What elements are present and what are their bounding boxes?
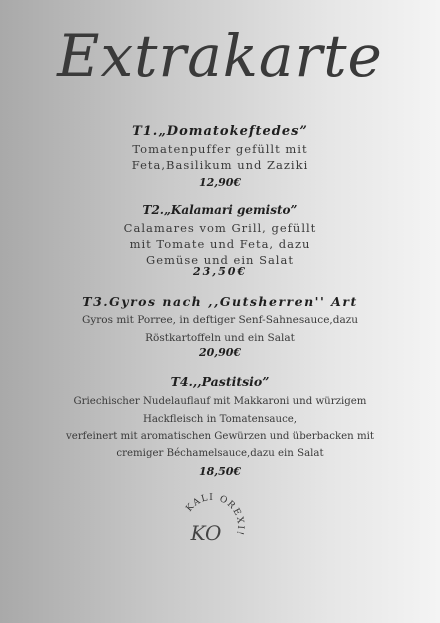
item-description-line: verfeinert mit aromatischen Gewürzen und überbacken mit xyxy=(66,431,374,442)
item-description-line: Röstkartoffeln und ein Salat xyxy=(145,332,295,344)
item-title: T1.„Domatokeftedes” xyxy=(132,124,308,139)
item-description-line: Griechischer Nudelauflauf mit Makkaroni und würzigem xyxy=(73,396,367,407)
item-price: 23,50€ xyxy=(192,265,248,278)
item-price: 18,50€ xyxy=(198,465,242,478)
item-price: 12,90€ xyxy=(198,176,242,189)
item-description-line: Gemüse und ein Salat xyxy=(146,253,294,267)
item-description-line: cremiger Béchamelsauce,dazu ein Salat xyxy=(116,448,324,459)
item-description-line: mit Tomate und Feta, dazu xyxy=(129,237,311,251)
item-description-line: Calamares vom Grill, gefüllt xyxy=(123,221,317,235)
item-description-line: Feta,Basilikum und Zaziki xyxy=(131,158,309,172)
logo-text: KALI OREXI! xyxy=(184,492,246,538)
page-title: Extrakarte xyxy=(57,22,383,90)
item-description-line: Gyros mit Porree, in deftiger Senf-Sahnesauce,dazu xyxy=(81,314,359,326)
item-title: T2.„Kalamari gemisto” xyxy=(142,203,298,217)
item-title: T4.,,Pastitsio” xyxy=(170,374,270,389)
item-description-line: Hackfleisch in Tomatensauce, xyxy=(142,414,298,425)
item-title: T3.Gyros nach ,,Gutsherren'' Art xyxy=(82,294,358,309)
logo-monogram: KO xyxy=(190,521,222,545)
item-price: 20,90€ xyxy=(198,346,242,359)
kali-orexi-logo xyxy=(178,490,248,560)
item-description-line: Tomatenpuffer gefüllt mit xyxy=(132,142,308,156)
